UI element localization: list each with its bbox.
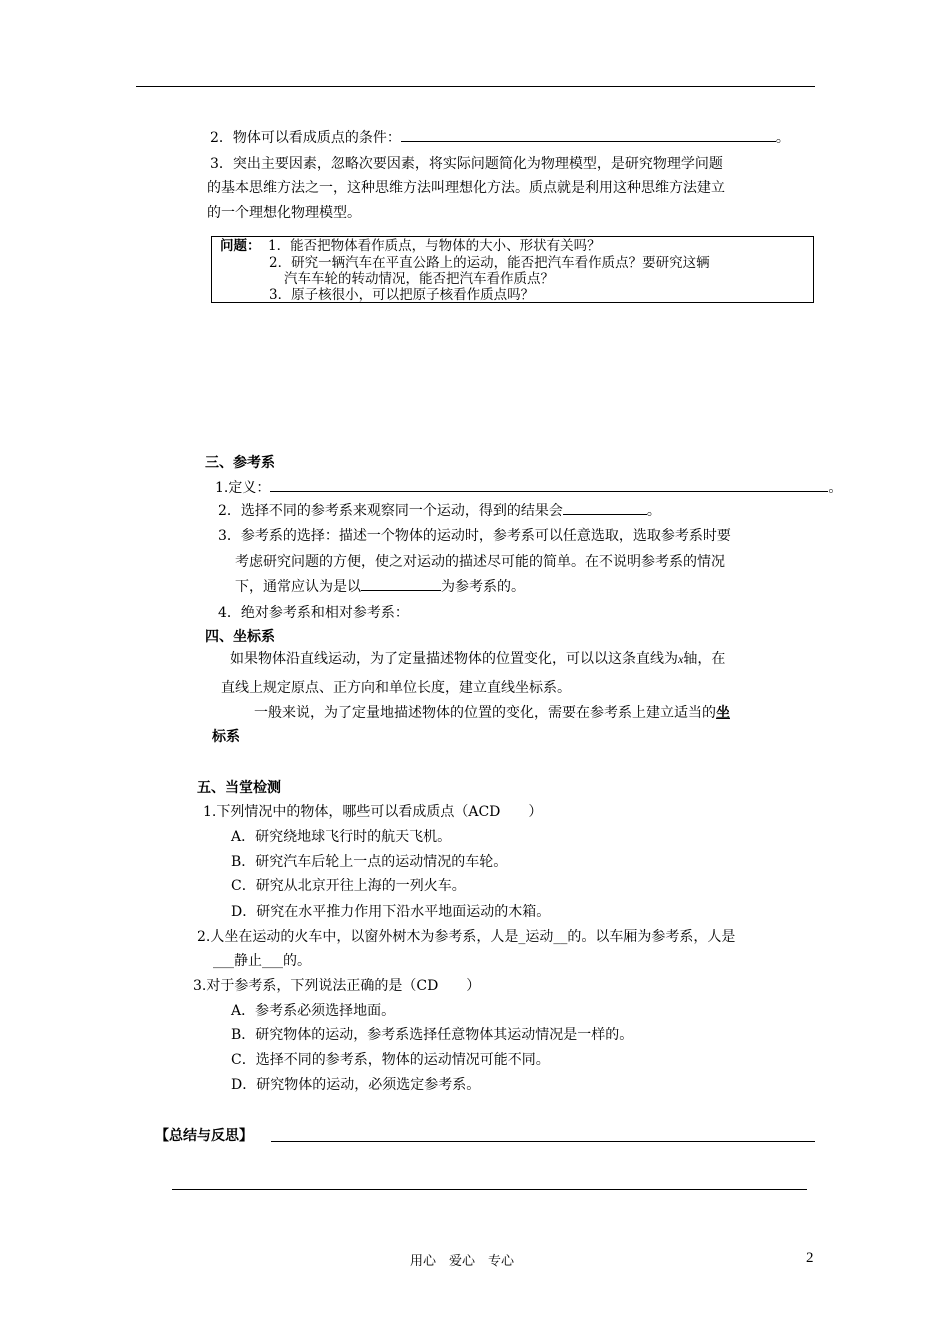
question-label: 问题： bbox=[220, 238, 261, 254]
footer-motto: 用心 爱心 专心 bbox=[410, 1254, 515, 1269]
quiz-question-2: 2.人坐在运动的火车中，以窗外树木为参考系，人是_运动__的。以车厢为参考系，人是 bbox=[197, 929, 736, 945]
quiz-option: A．参考系必须选择地面。 bbox=[231, 1003, 396, 1019]
quiz-option: B．研究汽车后轮上一点的运动情况的车轮。 bbox=[231, 854, 508, 870]
question-2b: 汽车车轮的转动情况，能否把汽车看作质点？ bbox=[284, 271, 554, 287]
answer-blank[interactable] bbox=[361, 590, 441, 591]
quiz-question-2-cont: ___静止___的。 bbox=[213, 953, 311, 969]
quiz-question-1: 1.下列情况中的物体，哪些可以看成质点（ACD ） bbox=[203, 804, 543, 820]
answer-blank[interactable] bbox=[270, 491, 828, 492]
quiz-option: A．研究绕地球飞行时的航天飞机。 bbox=[231, 829, 452, 845]
quiz-option: D．研究在水平推力作用下沿水平地面运动的木箱。 bbox=[231, 904, 551, 920]
definition-item: 1.定义： 。 bbox=[215, 480, 843, 496]
paragraph-line: 直线上规定原点、正方向和单位长度，建立直线坐标系。 bbox=[221, 680, 571, 696]
quiz-option: C．选择不同的参考系，物体的运动情况可能不同。 bbox=[231, 1052, 550, 1068]
reference-item-4: 4．绝对参考系和相对参考系： bbox=[218, 605, 409, 621]
footer-rule bbox=[172, 1189, 807, 1190]
section-title: 三、参考系 bbox=[205, 455, 275, 471]
section-title: 四、坐标系 bbox=[205, 629, 275, 645]
question-3: 3．原子核很小，可以把原子核看作质点吗？ bbox=[269, 287, 535, 303]
paragraph-line: 考虑研究问题的方便，使之对运动的描述尽可能的简单。在不说明参考系的情况 bbox=[235, 554, 725, 570]
paragraph-line: 一般来说，为了定量地描述物体的位置的变化，需要在参考系上建立适当的坐 bbox=[254, 705, 730, 721]
quiz-option: D．研究物体的运动，必须选定参考系。 bbox=[231, 1077, 481, 1093]
summary-label: 【总结与反思】 bbox=[155, 1128, 253, 1144]
quiz-question-3: 3.对于参考系，下列说法正确的是（CD ） bbox=[193, 978, 481, 994]
summary-answer-line[interactable] bbox=[271, 1141, 815, 1142]
quiz-option: B．研究物体的运动，参考系选择任意物体其运动情况是一样的。 bbox=[231, 1027, 634, 1043]
paragraph-line: 3．参考系的选择：描述一个物体的运动时，参考系可以任意选取，选取参考系时要 bbox=[218, 528, 731, 544]
question-1: 1．能否把物体看作质点，与物体的大小、形状有关吗？ bbox=[268, 238, 601, 254]
paragraph-line: 的基本思维方法之一，这种思维方法叫理想化方法。质点就是利用这种思维方法建立 bbox=[207, 180, 725, 196]
question-box bbox=[211, 236, 814, 303]
paragraph-line: 如果物体沿直线运动，为了定量描述物体的位置变化，可以以这条直线为x轴，在 bbox=[230, 651, 726, 667]
answer-blank[interactable] bbox=[401, 141, 776, 142]
condition-item: 2．物体可以看成质点的条件： 。 bbox=[210, 130, 790, 146]
header-rule bbox=[136, 86, 815, 87]
question-2a: 2．研究一辆汽车在平直公路上的运动，能否把汽车看作质点？要研究这辆 bbox=[269, 255, 710, 271]
page-number: 2 bbox=[806, 1250, 814, 1266]
answer-blank[interactable] bbox=[563, 514, 647, 515]
section-title: 五、当堂检测 bbox=[197, 780, 281, 796]
paragraph-line: 的一个理想化物理模型。 bbox=[207, 205, 361, 221]
paragraph-line: 3．突出主要因素，忽略次要因素，将实际问题简化为物理模型，是研究物理学问题 bbox=[210, 156, 723, 172]
paragraph-line: 下，通常应认为是以 为参考系的。 bbox=[235, 579, 525, 595]
reference-item-2: 2．选择不同的参考系来观察同一个运动，得到的结果会 。 bbox=[218, 503, 661, 519]
quiz-option: C．研究从北京开往上海的一列火车。 bbox=[231, 878, 466, 894]
paragraph-line: 标系 bbox=[212, 729, 240, 745]
